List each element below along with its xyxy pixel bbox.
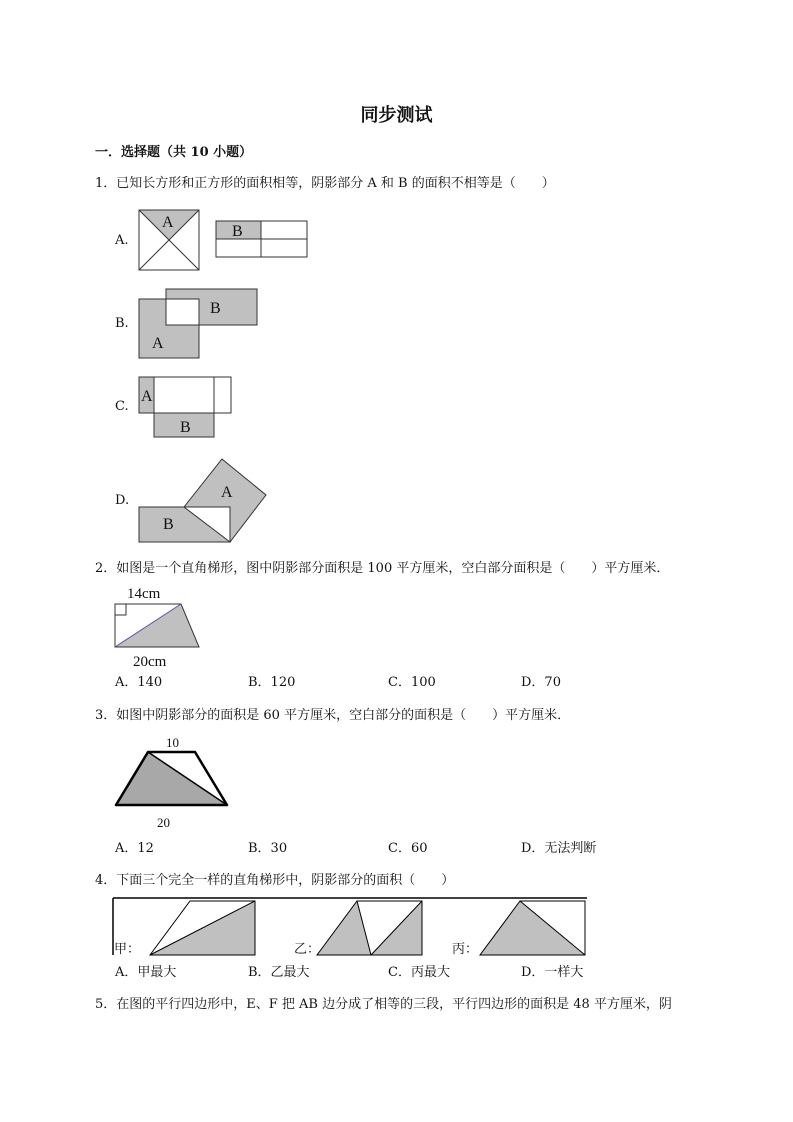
q3-option-d: D．无法判断 bbox=[521, 841, 597, 856]
q4-option-c: C．丙最大 bbox=[388, 965, 450, 980]
q1-figure-d bbox=[139, 459, 266, 542]
q4-option-a: A．甲最大 bbox=[115, 965, 177, 980]
q1-figure-a bbox=[139, 210, 307, 270]
q1-figure-b bbox=[139, 289, 257, 358]
q3-option-b: B．30 bbox=[248, 841, 288, 856]
q2-option-d: D．70 bbox=[521, 675, 561, 690]
label-top: 10 bbox=[166, 735, 179, 750]
q1-option-b-label: B. bbox=[115, 316, 129, 331]
question-5-text: 5．在图的平行四边形中，E、F 把 AB 边分成了相等的三段，平行四边形的面积是 48 平方厘米，阴 bbox=[95, 997, 672, 1012]
q3-option-c: C．60 bbox=[388, 841, 428, 856]
q2-option-a: A．140 bbox=[115, 675, 163, 690]
question-4-text: 4．下面三个完全一样的直角梯形中，阴影部分的面积（ ） bbox=[95, 873, 455, 888]
label-b: B bbox=[232, 223, 243, 240]
q3-option-a: A．12 bbox=[115, 841, 154, 856]
label-b: B bbox=[180, 419, 191, 436]
label-bottom: 20 bbox=[157, 815, 170, 830]
label-b: B bbox=[163, 516, 174, 533]
label-bing: 丙： bbox=[452, 941, 479, 956]
q1-option-d-label: D. bbox=[115, 493, 130, 508]
q4-option-d: D．一样大 bbox=[521, 965, 584, 980]
page-title: 同步测试 bbox=[360, 105, 433, 126]
q2-figure-trapezoid bbox=[115, 586, 199, 670]
label-jia: 甲： bbox=[114, 941, 141, 956]
label-b: B bbox=[210, 300, 221, 317]
section-heading: 一．选择题（共 10 小题） bbox=[95, 145, 253, 160]
q2-option-c: C．100 bbox=[388, 675, 436, 690]
q1-option-a-label: A. bbox=[115, 233, 129, 248]
q3-figure-trapezoid bbox=[116, 735, 227, 830]
q4-figures bbox=[113, 898, 587, 956]
q4-option-b: B．乙最大 bbox=[248, 965, 310, 980]
label-a: A bbox=[162, 214, 174, 231]
question-2-text: 2．如图是一个直角梯形，图中阴影部分面积是 100 平方厘米，空白部分面积是（ ）平方厘米． bbox=[95, 561, 670, 576]
q1-figure-c bbox=[139, 377, 231, 437]
label-top: 14cm bbox=[127, 586, 161, 602]
question-3-text: 3．如图中阴影部分的面积是 60 平方厘米，空白部分的面积是（ ）平方厘米． bbox=[95, 708, 571, 723]
label-yi: 乙： bbox=[294, 941, 321, 956]
q1-option-c-label: C. bbox=[115, 399, 129, 414]
question-1-text: 1．已知长方形和正方形的面积相等，阴影部分 A 和 B 的面积不相等是（ ） bbox=[95, 176, 555, 191]
label-a: A bbox=[141, 388, 153, 405]
label-bottom: 20cm bbox=[133, 654, 167, 670]
label-a: A bbox=[152, 335, 164, 352]
q2-option-b: B．120 bbox=[248, 675, 296, 690]
label-a: A bbox=[221, 484, 233, 501]
